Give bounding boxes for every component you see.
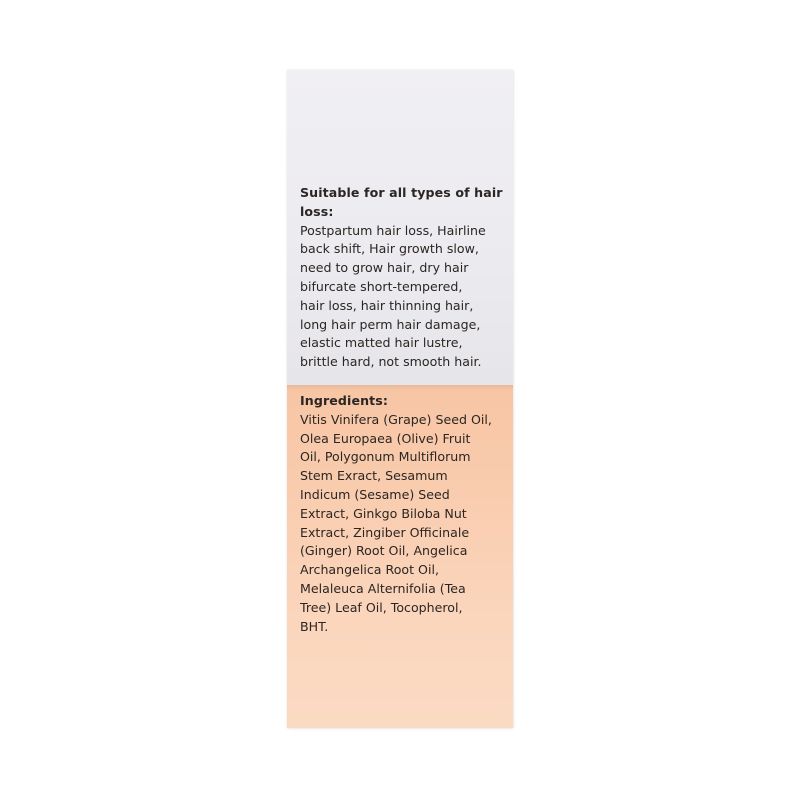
suitability-section — [300, 184, 505, 372]
ingredients-heading: Ingredients: — [300, 393, 389, 408]
suitability-text: Postpartum hair loss, Hairline back shift, Hair growth slow, need to grow hair, dry hair bifurcate short-tempered, hair loss, hair thinning hair, long hair perm hair damage, elastic matted hair lustre, brittle hard, not smooth hair. — [300, 222, 486, 370]
product-box-side-panel — [287, 70, 513, 728]
ingredients-section — [300, 392, 505, 636]
ingredients-text: Vitis Vinifera (Grape) Seed Oil, Olea Europaea (Olive) Fruit Oil, Polygonum Multiflorum Stem Exract, Sesamum Indicum (Sesame) Seed Extract, Ginkgo Biloba Nut Extract, Zingiber Officinale (Ginger) Root Oil, Angelica Archangelica Root Oil, Melaleuca Alternifolia (Tea Tree) Leaf Oil, Tocopherol, BHT. — [300, 411, 492, 634]
suitability-heading: Suitable for all types of hair loss: — [300, 185, 503, 219]
